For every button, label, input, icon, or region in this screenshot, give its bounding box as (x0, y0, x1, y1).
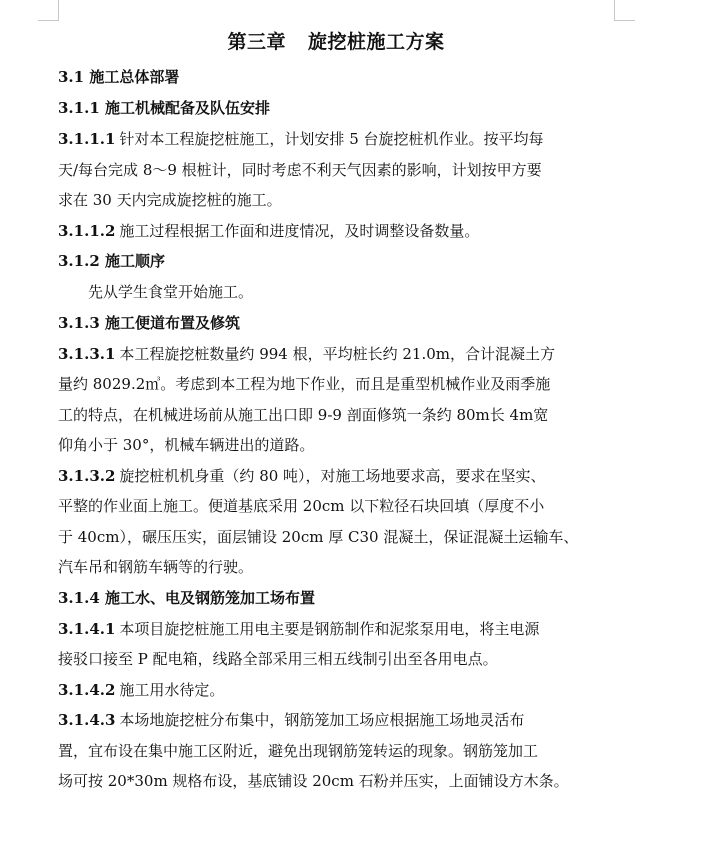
chapter-number: 第三章 (227, 31, 286, 53)
paragraph-line (58, 675, 614, 706)
paragraph-3-1-1-1 (58, 124, 614, 216)
paragraph-3-1-1-2 (58, 216, 614, 247)
paragraph-3-1-3-1 (58, 339, 614, 461)
paragraph-line: 天/每台完成 8～9 根桩计，同时考虑不利天气因素的影响，计划按甲方要 (58, 160, 542, 179)
paragraph-line: 于 40cm），碾压压实，面层铺设 20cm 厚 C30 混凝土，保证混凝土运输车、 (58, 527, 579, 546)
heading-3-1: 3.1 施工总体部署 (58, 68, 180, 86)
paragraph-line (58, 614, 614, 645)
page-corner-mark-right (614, 0, 635, 21)
paragraph-line (58, 124, 614, 155)
paragraph-3-1-2 (58, 277, 614, 308)
line-text: 旋挖桩机机身重（约 80 吨），对施工场地要求高，要求在坚实、 (119, 466, 546, 485)
line-text: 施工过程根据工作面和进度情况，及时调整设备数量。 (119, 221, 480, 240)
chapter-name: 旋挖桩施工方案 (308, 31, 445, 53)
paragraph-line: 平整的作业面上施工。便道基底采用 20cm 以下粒径石块回填（厚度不小 (58, 497, 545, 515)
clause-number: 3.1.3.2 (58, 466, 116, 485)
line-text: 本工程旋挖桩数量约 994 根，平均桩长约 21.0m，合计混凝土方 (119, 344, 555, 363)
paragraph-line: 接驳口接至 P 配电箱，线路全部采用三相五线制引出至各用电点。 (58, 650, 498, 668)
heading-3-1-4: 3.1.4 施工水、电及钢筋笼加工场布置 (58, 588, 315, 607)
paragraph-line: 量约 8029.2㎥。考虑到本工程为地下作业，而且是重型机械作业及雨季施 (58, 375, 551, 393)
line-text: 本场地旋挖桩分布集中，钢筋笼加工场应根据施工场地灵活布 (119, 711, 525, 729)
line-text: 本项目旋挖桩施工用电主要是钢筋制作和泥浆泵用电，将主电源 (119, 619, 540, 638)
paragraph-3-1-4-1 (58, 614, 614, 675)
clause-number: 3.1.1.2 (58, 221, 116, 240)
paragraph-line (58, 216, 614, 247)
paragraph-line: 求在 30 天内完成旋挖桩的施工。 (58, 191, 282, 209)
paragraph-line (58, 705, 614, 736)
paragraph-3-1-4-2 (58, 675, 614, 706)
line-text: 针对本工程旋挖桩施工，计划安排 5 台旋挖桩机作业。按平均每 (119, 130, 544, 148)
clause-number: 3.1.1.1 (58, 130, 116, 148)
heading-3-1-3: 3.1.3 施工便道布置及修筑 (58, 313, 240, 332)
clause-number: 3.1.4.1 (58, 619, 116, 638)
paragraph-line (58, 461, 614, 492)
paragraph-3-1-4-3 (58, 705, 614, 797)
clause-number: 3.1.4.3 (58, 711, 116, 729)
paragraph-line: 置，宜布设在集中施工区附近，避免出现钢筋笼转运的现象。钢筋笼加工 (58, 741, 539, 760)
paragraph-line (58, 339, 614, 370)
clause-number: 3.1.3.1 (58, 344, 116, 363)
paragraph-line: 仰角小于 30°，机械车辆进出的道路。 (58, 436, 315, 454)
page-corner-mark-left (38, 0, 59, 21)
paragraph-line: 工的特点，在机械进场前从施工出口即 9-9 剖面修筑一条约 80m长 4m宽 (58, 405, 549, 424)
paragraph-3-1-3-2 (58, 461, 614, 583)
document-page (58, 27, 614, 797)
chapter-title (58, 27, 614, 57)
paragraph-line: 场可按 20*30m 规格布设，基底铺设 20cm 石粉并压实，上面铺设方木条。 (58, 772, 569, 790)
paragraph-line: 汽车吊和钢筋车辆等的行驶。 (58, 558, 254, 576)
heading-3-1-1: 3.1.1 施工机械配备及队伍安排 (58, 99, 270, 117)
line-text: 先从学生食堂开始施工。 (88, 283, 254, 301)
clause-number: 3.1.4.2 (58, 680, 116, 699)
heading-3-1-2: 3.1.2 施工顺序 (58, 252, 165, 270)
line-text: 施工用水待定。 (119, 680, 225, 699)
